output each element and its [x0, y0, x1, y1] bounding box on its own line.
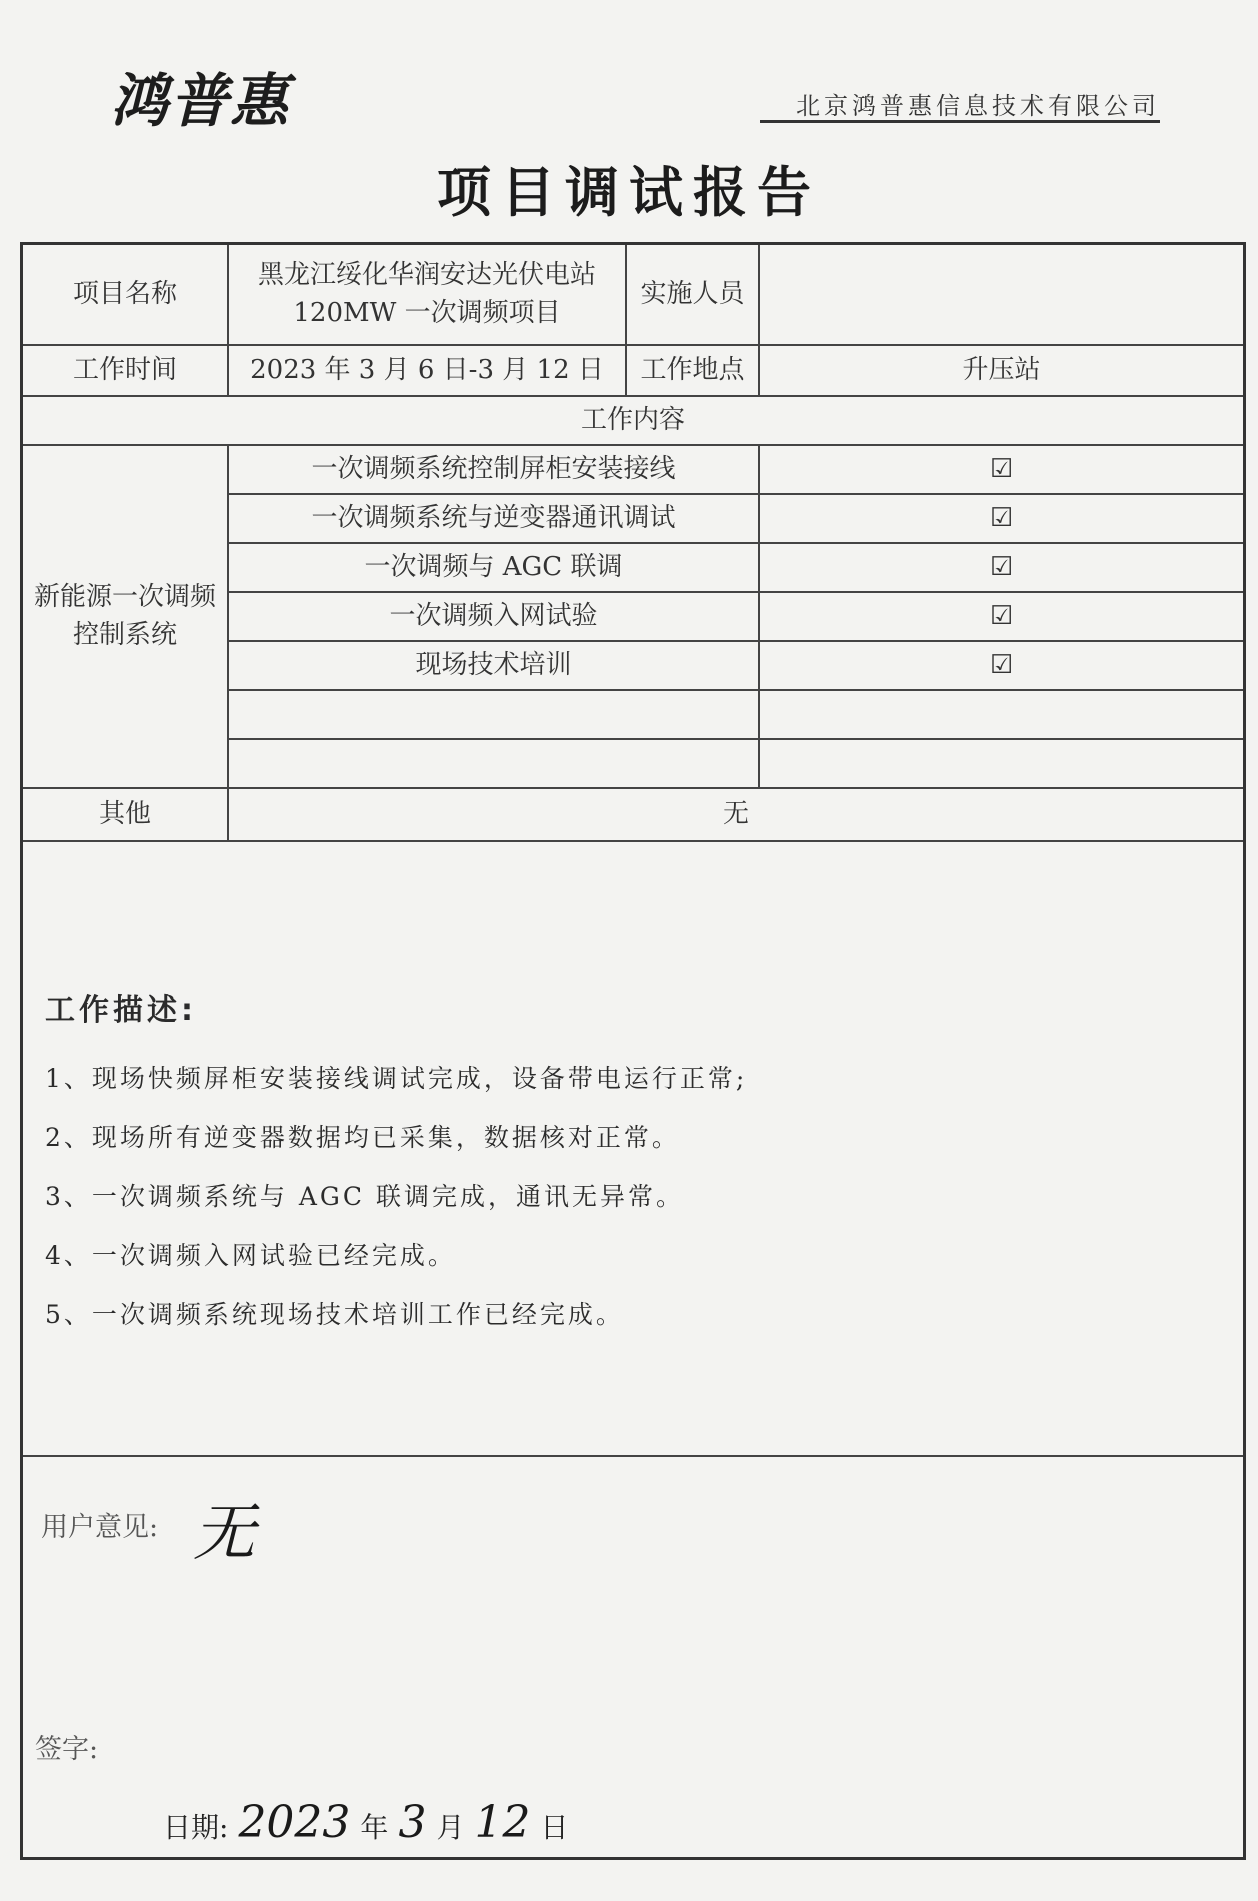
work-item-label: 一次调频入网试验	[228, 592, 759, 641]
date-day-handwritten: 12	[474, 1797, 531, 1848]
work-time-label: 工作时间	[23, 345, 228, 396]
row-work-time	[23, 345, 1243, 396]
company-name: 北京鸿普惠信息技术有限公司	[796, 92, 1160, 120]
implementer-value	[759, 245, 1243, 345]
checkbox-checked-icon: ☑	[759, 445, 1243, 494]
user-opinion-handwritten: 无	[193, 1496, 256, 1569]
year-unit: 年	[360, 1811, 389, 1844]
date-row	[163, 1797, 568, 1848]
implementer-label: 实施人员	[626, 245, 759, 345]
day-unit: 日	[540, 1811, 569, 1844]
work-description-list	[45, 1059, 747, 1354]
work-item-label	[228, 690, 759, 739]
work-item-mark	[759, 739, 1243, 788]
checkbox-checked-icon: ☑	[759, 494, 1243, 543]
date-month-handwritten: 3	[398, 1797, 427, 1848]
project-name-line1: 黑龙江绥化华润安达光伏电站	[257, 259, 596, 290]
list-item: 5、一次调频系统现场技术培训工作已经完成。	[45, 1300, 624, 1329]
signature-label: 签字:	[35, 1734, 99, 1765]
work-item-mark	[759, 690, 1243, 739]
list-item: 2、现场所有逆变器数据均已采集，数据核对正常。	[45, 1123, 680, 1152]
system-name-cell	[23, 445, 228, 788]
other-value: 无	[228, 788, 1243, 841]
row-content-header	[23, 396, 1243, 445]
project-name-line2: 120MW 一次调频项目	[293, 297, 561, 328]
work-place-value: 升压站	[759, 345, 1243, 396]
work-item-label	[228, 739, 759, 788]
work-description-section	[23, 967, 1243, 1457]
table-row	[23, 445, 1243, 494]
page-title: 项目调试报告	[437, 161, 821, 224]
work-content-header: 工作内容	[23, 396, 1243, 445]
row-project-name	[23, 245, 1243, 345]
work-description-title: 工作描述:	[45, 993, 197, 1028]
company-logo: 鸿普惠	[110, 67, 291, 135]
work-place-label: 工作地点	[626, 345, 759, 396]
list-item: 3、一次调频系统与 AGC 联调完成，通讯无异常。	[45, 1182, 684, 1211]
info-table	[23, 245, 1243, 842]
work-item-label: 现场技术培训	[228, 641, 759, 690]
system-name-line2: 控制系统	[72, 619, 177, 650]
row-other	[23, 788, 1243, 841]
project-name-label: 项目名称	[23, 245, 228, 345]
other-label: 其他	[23, 788, 228, 841]
report-form	[20, 242, 1246, 1860]
checkbox-checked-icon: ☑	[759, 592, 1243, 641]
work-item-label: 一次调频系统与逆变器通讯调试	[228, 494, 759, 543]
letterhead	[110, 48, 1160, 135]
letterhead-divider	[760, 120, 1160, 123]
work-item-label: 一次调频与 AGC 联调	[228, 543, 759, 592]
list-item: 4、一次调频入网试验已经完成。	[45, 1241, 456, 1270]
user-opinion-section	[23, 1457, 1243, 1863]
date-label: 日期:	[163, 1811, 229, 1844]
list-item: 1、现场快频屏柜安装接线调试完成，设备带电运行正常;	[45, 1064, 748, 1093]
work-time-value: 2023 年 3 月 6 日-3 月 12 日	[228, 345, 626, 396]
system-name-line1: 新能源一次调频	[33, 581, 216, 612]
month-unit: 月	[436, 1811, 465, 1844]
checkbox-checked-icon: ☑	[759, 641, 1243, 690]
checkbox-checked-icon: ☑	[759, 543, 1243, 592]
date-year-handwritten: 2023	[238, 1797, 351, 1848]
work-item-label: 一次调频系统控制屏柜安装接线	[228, 445, 759, 494]
project-name-value	[228, 245, 626, 345]
user-opinion-label: 用户意见:	[41, 1512, 159, 1543]
